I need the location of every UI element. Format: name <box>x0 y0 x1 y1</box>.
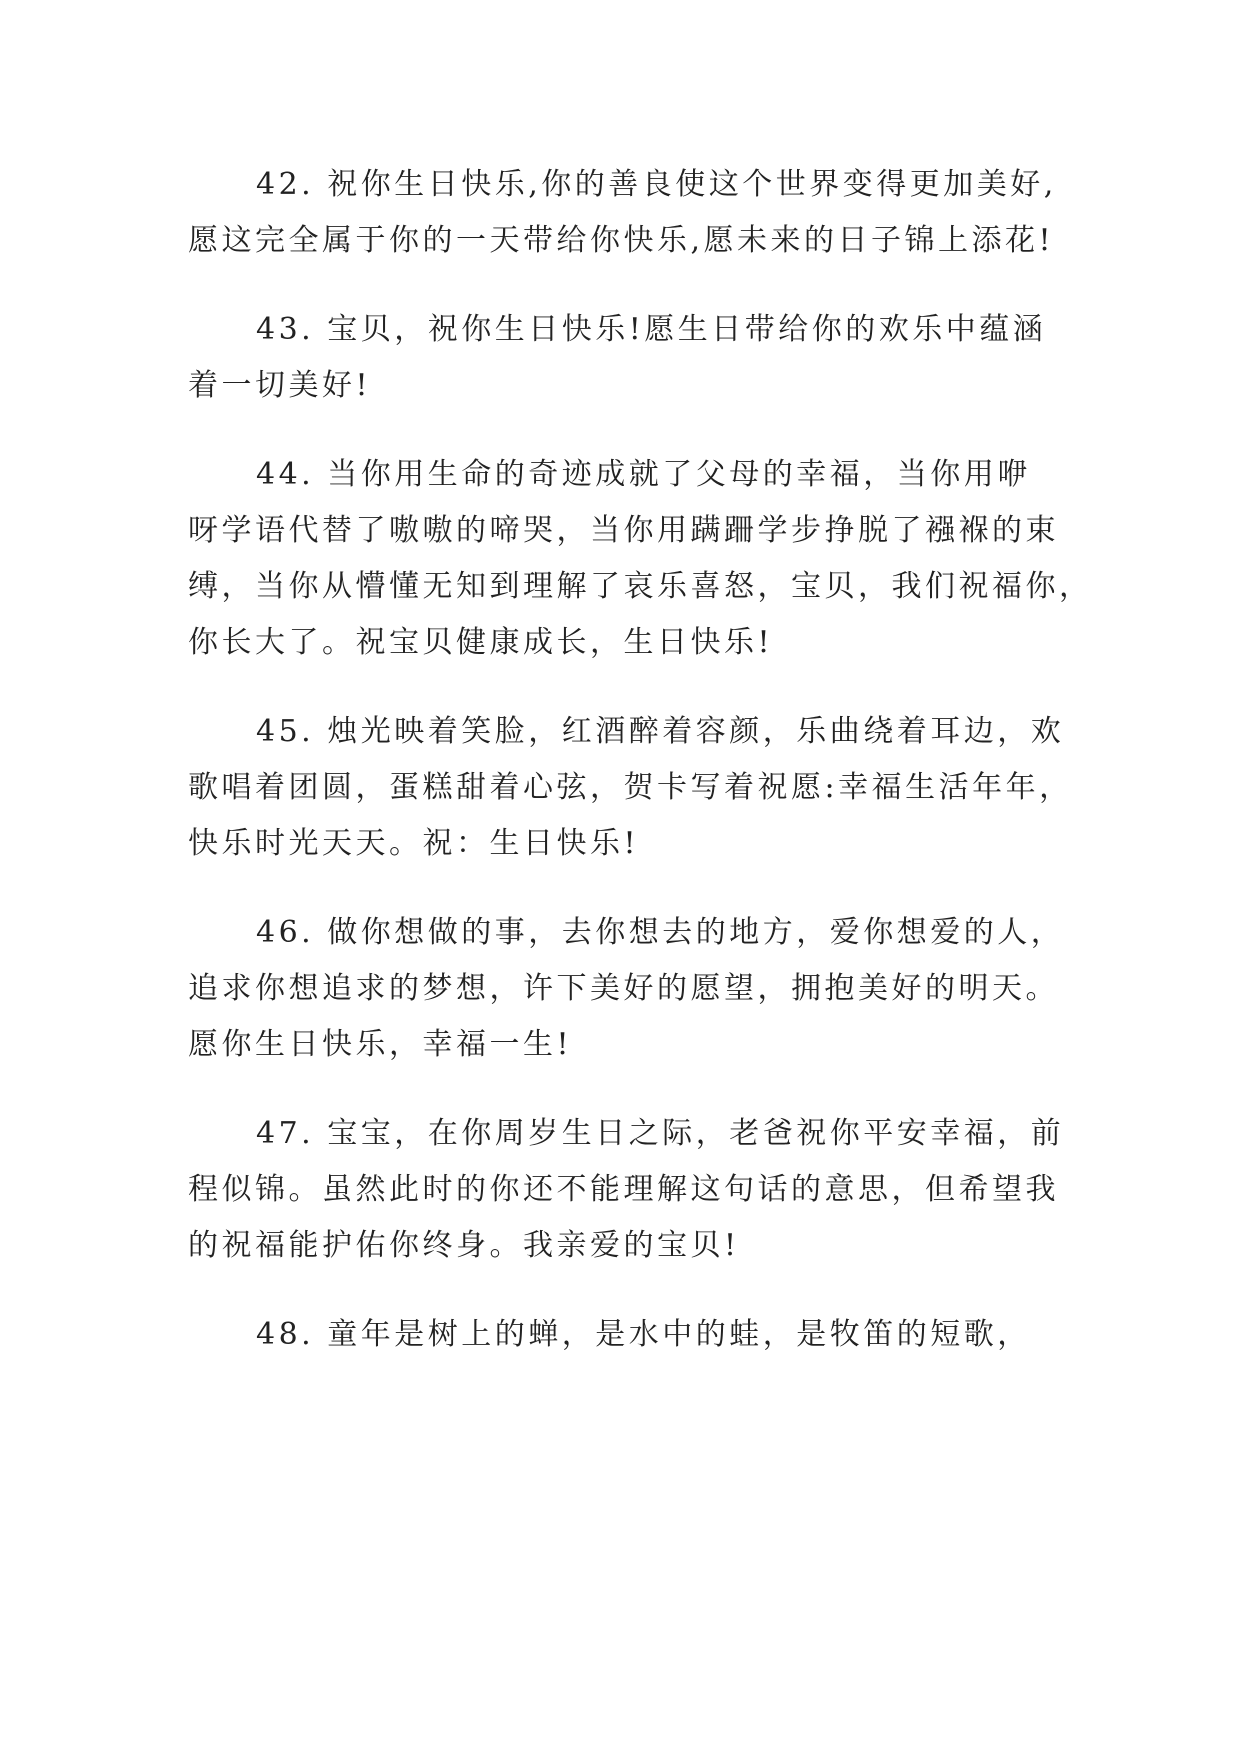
entry-line: 程似锦。虽然此时的你还不能理解这句话的意思，但希望我 <box>188 1172 1059 1207</box>
entry-line: 缚，当你从懵懂无知到理解了哀乐喜怒，宝贝，我们祝福你， <box>188 569 1093 604</box>
entry-line: 着一切美好! <box>188 368 372 403</box>
entry-line: 快乐时光天天。祝：生日快乐! <box>188 826 640 861</box>
entry-line: 44. 当你用生命的奇迹成就了父母的幸福，当你用咿 <box>256 457 1031 492</box>
entry-line: 你长大了。祝宝贝健康成长，生日快乐! <box>188 625 774 660</box>
entry-line: 愿这完全属于你的一天带给你快乐,愿未来的日子锦上添花! <box>188 223 1055 258</box>
entry-line: 42. 祝你生日快乐,你的善良使这个世界变得更加美好, <box>256 167 1057 202</box>
entry-line: 45. 烛光映着笑脸，红酒醉着容颜，乐曲绕着耳边，欢 <box>256 714 1065 749</box>
entry-line: 歌唱着团圆，蛋糕甜着心弦，贺卡写着祝愿:幸福生活年年， <box>188 770 1073 805</box>
entry-line: 呀学语代替了嗷嗷的啼哭，当你用蹒跚学步挣脱了襁褓的束 <box>188 513 1059 548</box>
entry-line: 愿你生日快乐，幸福一生! <box>188 1027 573 1062</box>
entry-line: 47. 宝宝，在你周岁生日之际，老爸祝你平安幸福，前 <box>256 1116 1065 1151</box>
entry-line: 43. 宝贝，祝你生日快乐!愿生日带给你的欢乐中蕴涵 <box>256 312 1047 347</box>
entry-line: 的祝福能护佑你终身。我亲爱的宝贝! <box>188 1228 740 1263</box>
entry-line: 追求你想追求的梦想，许下美好的愿望，拥抱美好的明天。 <box>188 971 1059 1006</box>
entry-line: 46. 做你想做的事，去你想去的地方，爱你想爱的人， <box>256 915 1065 950</box>
entry-line: 48. 童年是树上的蝉，是水中的蛙，是牧笛的短歌， <box>256 1317 1031 1352</box>
